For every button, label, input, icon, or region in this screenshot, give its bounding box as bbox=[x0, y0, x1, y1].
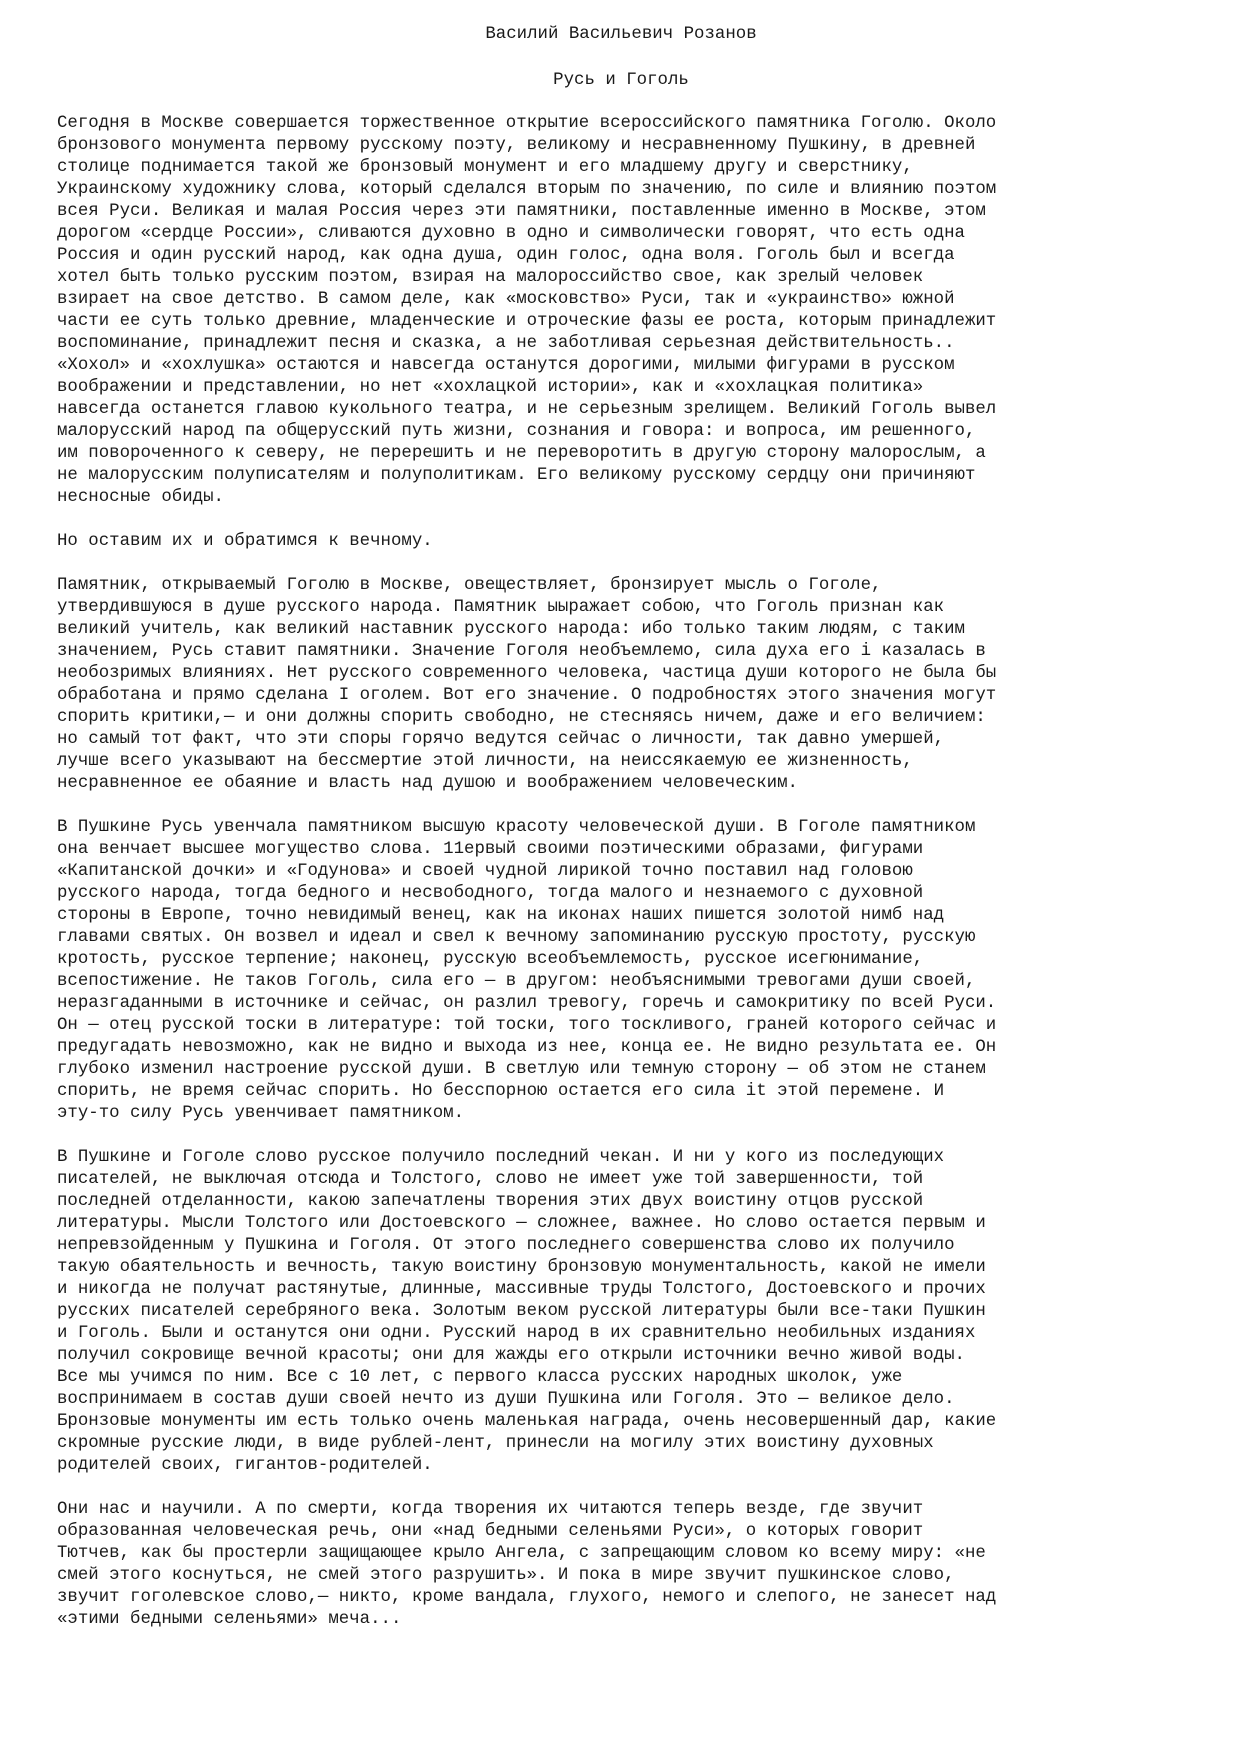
paragraph-line: несносные обиды. bbox=[57, 488, 224, 507]
paragraph bbox=[57, 817, 1207, 1125]
paragraph-line: Памятник, открываемый Гоголю в Москве, овеществляет, бронзирует мысль о Гоголе, bbox=[57, 576, 882, 595]
paragraph-line: Украинскому художнику слова, который сделался вторым по значению, по силе и влиянию поэтом bbox=[57, 180, 997, 199]
paragraph-line: Он — отец русской тоски в литературе: той тоски, того тоскливого, граней которого сейчас и bbox=[57, 1016, 997, 1035]
paragraph bbox=[57, 113, 1207, 509]
paragraph-line: глубоко изменил настроение русской души. В светлую или темную сторону — об этом не станем bbox=[57, 1060, 986, 1079]
paragraph-line: «Капитанской дочки» и «Годунова» и своей чудной лирикой точно поставил над головою bbox=[57, 862, 913, 881]
paragraph-line: родителей своих, гигантов-родителей. bbox=[57, 1456, 433, 1475]
paragraph-line: несравненное ее обаяние и власть над душою и воображением человеческим. bbox=[57, 774, 798, 793]
author-name: Василий Васильевич Розанов bbox=[485, 25, 757, 44]
paragraph bbox=[57, 1147, 1207, 1477]
paragraph-line: воспринимаем в состав души своей нечто из души Пушкина или Гоголя. Это — великое дело. bbox=[57, 1390, 955, 1409]
paragraph-line: скромные русские люди, в виде рублей-лент, принесли на могилу этих воистину духовных bbox=[57, 1434, 934, 1453]
paragraph-line: им повороченного к северу, не перерешить и не переворотить в другую сторону малорослым, а bbox=[57, 444, 986, 463]
paragraph-line: Сегодня в Москве совершается торжественное открытие всероссийского памятника Гоголю. Около bbox=[57, 114, 997, 133]
paragraph-line: и никогда не получат растянутые, длинные, массивные труды Толстого, Достоевского и прочих bbox=[57, 1280, 986, 1299]
paragraph-line: получил сокровище вечной красоты; они для жажды его открыли источники вечно живой воды. bbox=[57, 1346, 965, 1365]
paragraph-line: кротость, русское терпение; наконец, русскую всеобъемлемость, русское исегюнимание, bbox=[57, 950, 924, 969]
paragraph-line: «Хохол» и «хохлушка» остаются и навсегда останутся дорогими, милыми фигурами в русском bbox=[57, 356, 955, 375]
paragraph-line: смей этого коснуться, не смей этого разрушить». И пока в мире звучит пушкинское слово, bbox=[57, 1566, 955, 1585]
paragraph-line: Они нас и научили. А по смерти, когда творения их читаются теперь везде, где звучит bbox=[57, 1500, 924, 1519]
paragraph-line: звучит гоголевское слово,— никто, кроме вандала, глухого, немого и слепого, не занесет над bbox=[57, 1588, 997, 1607]
paragraph-line: «этими бедными селеньями» меча... bbox=[57, 1610, 402, 1629]
paragraph-line: писателей, не выключая отсюда и Толстого, слово не имеет уже той завершенности, той bbox=[57, 1170, 924, 1189]
paragraph-line: столице поднимается такой же бронзовый монумент и его младшему другу и сверстнику, bbox=[57, 158, 913, 177]
paragraph-line: бронзового монумента первому русскому поэту, великому и несравненному Пушкину, в древней bbox=[57, 136, 976, 155]
paragraph-line: всея Руси. Великая и малая Россия через эти памятники, поставленные именно в Москве, этом bbox=[57, 202, 986, 221]
paragraph bbox=[57, 575, 1207, 795]
paragraph-line: лучше всего указывают на бессмертие этой личности, на неиссякаемую ее жизненность, bbox=[57, 752, 913, 771]
paragraph-line: стороны в Европе, точно невидимый венец, как на иконах наших пишется золотой нимб над bbox=[57, 906, 945, 925]
paragraph-line: взирает на свое детство. В самом деле, как «московство» Руси, так и «украинство» южной bbox=[57, 290, 955, 309]
paragraph-line: образованная человеческая речь, они «над бедными селеньями Руси», о которых говорит bbox=[57, 1522, 924, 1541]
paragraph-line: неразгаданными в источнике и сейчас, он разлил тревогу, горечь и самокритику по всей Руси. bbox=[57, 994, 997, 1013]
paragraph-line: хотел быть только русским поэтом, взирая на малороссийство свое, как зрелый человек bbox=[57, 268, 924, 287]
paragraph-line: она венчает высшее могущество слова. 11ервый своими поэтическими образами, фигурами bbox=[57, 840, 924, 859]
paragraph-line: необозримых влияниях. Нет русского современного человека, частица души которого не была бы bbox=[57, 664, 997, 683]
paragraph-line: Тютчев, как бы простерли защищающее крыло Ангела, с запрещающим словом ко всему миру: «не bbox=[57, 1544, 986, 1563]
paragraph-line: малорусский народ па общерусский путь жизни, сознания и говора: и вопроса, им решенного, bbox=[57, 422, 976, 441]
paragraph-line: воображении и представлении, но нет «хохлацкой истории», как и «хохлацкая политика» bbox=[57, 378, 924, 397]
paragraph-line: всепостижение. Не таков Гоголь, сила его — в другом: необъяснимыми тревогами души своей, bbox=[57, 972, 976, 991]
paragraph-line: навсегда останется главою кукольного театра, и не серьезным зрелищем. Великий Гоголь вывел bbox=[57, 400, 997, 419]
paragraph-line: Но оставим их и обратимся к вечному. bbox=[57, 532, 433, 551]
paragraph-line: Все мы учимся по ним. Все с 10 лет, с первого класса русских народных школок, уже bbox=[57, 1368, 903, 1387]
paragraph-line: В Пушкине и Гоголе слово русское получило последний чекан. И ни у кого из последующих bbox=[57, 1148, 945, 1167]
paragraph-line: утвердившуюся в душе русского народа. Памятник ыыражает собою, что Гоголь признан как bbox=[57, 598, 945, 617]
paragraph-line: последней отделанности, какою запечатлены творения этих двух воистину отцов русской bbox=[57, 1192, 924, 1211]
paragraph-line: и Гоголь. Были и останутся они одни. Русский народ в их сравнительно необильных изданиях bbox=[57, 1324, 976, 1343]
paragraph-line: В Пушкине Русь увенчала памятником высшую красоту человеческой души. В Гоголе памятником bbox=[57, 818, 976, 837]
paragraph-line: предугадать невозможно, как не видно и выхода из нее, конца ее. Не видно результата ее. Он bbox=[57, 1038, 997, 1057]
paragraph-line: значением, Русь ставит памятники. Значение Гоголя необъемлемо, сила духа его i казалась в bbox=[57, 642, 986, 661]
paragraph-line: Россия и один русский народ, как одна душа, один голос, одна воля. Гоголь был и всегда bbox=[57, 246, 955, 265]
paragraph-line: главами святых. Он возвел и идеал и свел к вечному запоминанию русскую простоту, русскую bbox=[57, 928, 976, 947]
paragraph-line: великий учитель, как великий наставник русского народа: ибо только таким людям, с таким bbox=[57, 620, 965, 639]
document-body bbox=[57, 113, 1207, 1631]
paragraph-line: Бронзовые монументы им есть только очень маленькая награда, очень несовершенный дар, какие bbox=[57, 1412, 997, 1431]
paragraph bbox=[57, 531, 1207, 553]
paragraph-line: части ее суть только древние, младенческие и отроческие фазы ее роста, которым принадлежит bbox=[57, 312, 997, 331]
paragraph-line: русских писателей серебряного века. Золотым веком русской литературы были все-таки Пушкин bbox=[57, 1302, 986, 1321]
paragraph-line: русского народа, тогда бедного и несвободного, тогда малого и незнаемого с духовной bbox=[57, 884, 924, 903]
paragraph-line: обработана и прямо сделана I оголем. Вот его значение. О подробностях этого значения могут bbox=[57, 686, 997, 705]
paragraph-line: но самый тот факт, что эти споры горячо ведутся сейчас о личности, так давно умершей, bbox=[57, 730, 945, 749]
paragraph-line: эту-то силу Русь увенчивает памятником. bbox=[57, 1104, 465, 1123]
paragraph-line: дорогом «сердце России», сливаются духовно в одно и символически говорят, что есть одна bbox=[57, 224, 965, 243]
document-title: Русь и Гоголь bbox=[553, 71, 689, 90]
paragraph-line: спорить, не время сейчас спорить. Но бесспорною остается его сила it этой перемене. И bbox=[57, 1082, 945, 1101]
paragraph-line: такую обаятельность и вечность, такую воистину бронзовую монументальность, какой не имели bbox=[57, 1258, 986, 1277]
paragraph-line: спорить критики,— и они должны спорить свободно, не стесняясь ничем, даже и его величием: bbox=[57, 708, 986, 727]
paragraph-line: не малорусским полуписателям и полуполитикам. Его великому русскому сердцу они причиняют bbox=[57, 466, 976, 485]
paragraph-line: воспоминание, принадлежит песня и сказка, а не заботливая серьезная действительность.. bbox=[57, 334, 955, 353]
paragraph bbox=[57, 1499, 1207, 1631]
paragraph-line: литературы. Мысли Толстого или Достоевского — сложнее, важнее. Но слово остается первым и bbox=[57, 1214, 986, 1233]
paragraph-line: непревзойденным у Пушкина и Гоголя. От этого последнего совершенства слово их получило bbox=[57, 1236, 955, 1255]
